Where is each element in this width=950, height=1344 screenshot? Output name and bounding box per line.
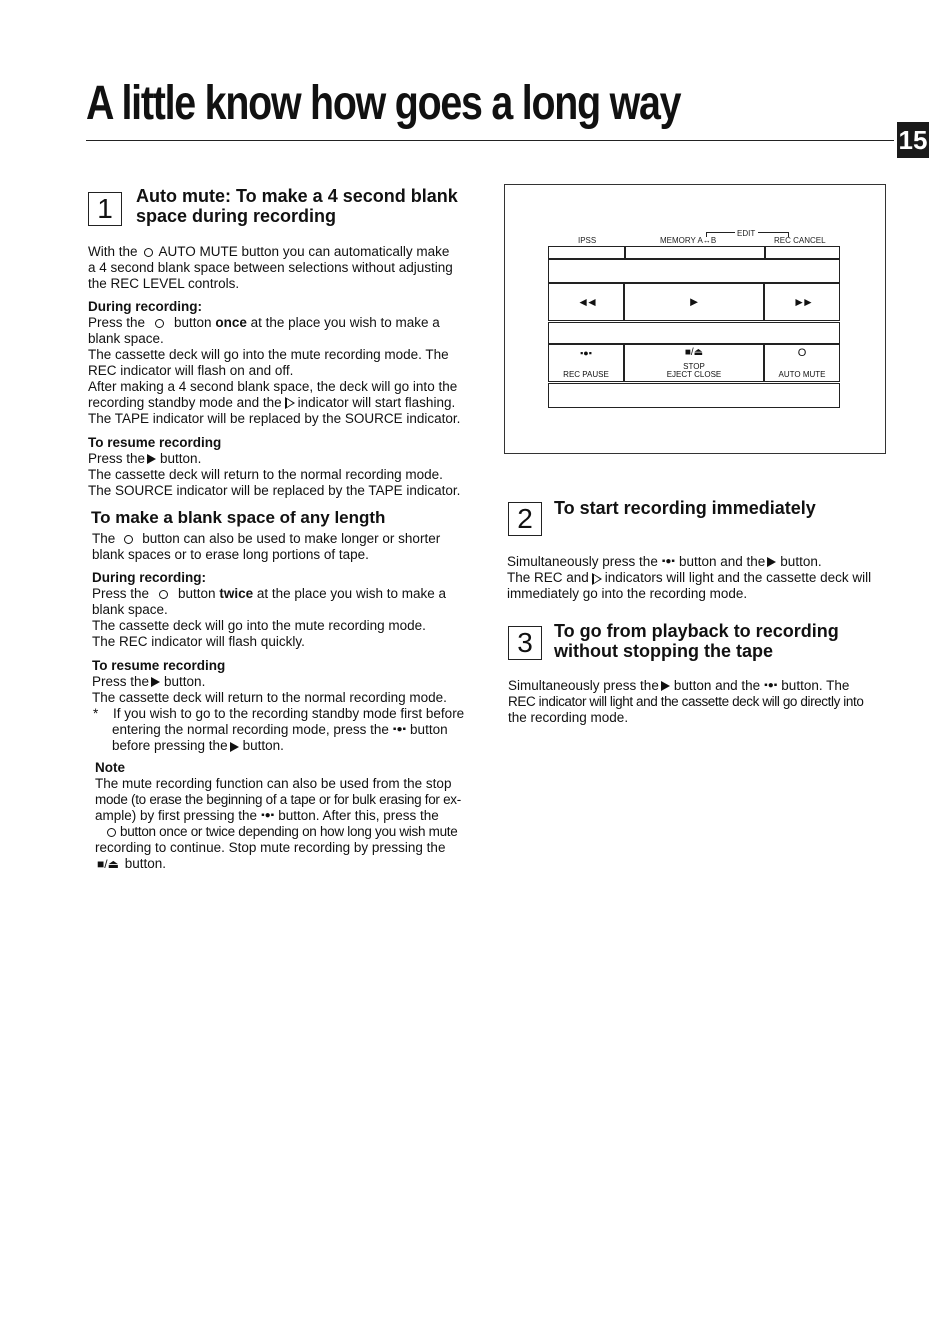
- text: The TAPE indicator will be replaced by the SOURCE indicator.: [88, 411, 461, 426]
- auto-mute-label: AUTO MUTE: [778, 370, 826, 379]
- text: After making a 4 second blank space, the deck will go into the: [88, 379, 458, 394]
- text: immediately go into the recording mode.: [507, 586, 748, 602]
- play-icon: [151, 677, 160, 687]
- subheading: During recording:: [92, 570, 206, 585]
- text: The REC and: [507, 570, 589, 586]
- section-heading: [554, 621, 839, 661]
- ipss-label: IPSS: [578, 236, 597, 245]
- text: button. After this, press the: [278, 808, 439, 823]
- text: button.: [242, 738, 284, 754]
- text: AUTO MUTE button you can automatically make: [158, 244, 450, 259]
- text: The cassette deck will go into the mute recording mode. The: [88, 347, 449, 362]
- rec-pause-icon: ▪●▪: [580, 348, 592, 358]
- section-body: [507, 554, 892, 602]
- auto-mute-button[interactable]: [764, 344, 840, 382]
- text: Press the: [88, 315, 146, 330]
- section-heading: To make a blank space of any length: [91, 508, 386, 527]
- text: Press the: [88, 451, 146, 466]
- text: blank spaces or to erase long portions of tape.: [92, 547, 369, 562]
- text: Press the: [92, 586, 150, 601]
- text: The mute recording function can also be used from the stop: [95, 776, 452, 791]
- heading-line: Auto mute: To make a 4 second blank: [136, 186, 458, 206]
- page-title: A little know how goes a long way: [86, 77, 681, 130]
- play-icon: ►: [687, 294, 701, 309]
- divider: [764, 246, 766, 259]
- fast-forward-button[interactable]: [764, 283, 840, 321]
- text: indicators will light and the cassette deck will: [604, 570, 872, 586]
- section-heading: To start recording immediately: [554, 498, 816, 518]
- text: the recording mode.: [508, 710, 629, 726]
- section-number-box: [508, 626, 542, 660]
- section-body: [88, 244, 483, 499]
- rec-pause-label: REC PAUSE: [563, 370, 609, 379]
- section-number-box: [508, 502, 542, 536]
- title-rule: [86, 140, 894, 141]
- section-heading: [136, 186, 458, 226]
- rec-cancel-label: REC CANCEL: [774, 236, 826, 245]
- heading-line: To go from playback to recording: [554, 621, 839, 641]
- subheading: To resume recording: [92, 658, 226, 673]
- section-number: 1: [97, 193, 113, 224]
- rec-pause-button[interactable]: [548, 344, 624, 382]
- heading-line: without stopping the tape: [554, 641, 773, 661]
- text: Press the: [92, 674, 150, 689]
- text: button: [410, 722, 448, 737]
- text: button: [174, 315, 212, 330]
- play-outline-icon: [592, 573, 602, 585]
- text: REC indicator will flash on and off.: [88, 363, 294, 378]
- auto-mute-icon: [159, 590, 168, 599]
- section-body: [92, 531, 480, 754]
- rewind-button[interactable]: [548, 283, 624, 321]
- text: at the place you wish to make a: [256, 586, 446, 601]
- text: recording standby mode and the: [88, 395, 282, 410]
- text: If you wish to go to the recording standby mode first before: [113, 706, 465, 721]
- text: button and the: [673, 678, 761, 693]
- text: the REC LEVEL controls.: [88, 276, 240, 291]
- text: at the place you wish to make a: [250, 315, 440, 330]
- emphasis: once: [215, 315, 247, 330]
- auto-mute-icon: [155, 319, 164, 328]
- text: mode (to erase the beginning of a tape or for bulk erasing for ex-: [95, 792, 461, 807]
- text: entering the normal recording mode, press the: [112, 722, 389, 737]
- play-button[interactable]: [624, 283, 764, 321]
- text: button once or twice depending on how long you wish mute: [120, 824, 458, 840]
- page-number-badge: 15: [897, 122, 929, 158]
- text: With the: [88, 244, 138, 259]
- panel-blank-row: [548, 322, 840, 344]
- text: button can also be used to make longer or shorter: [142, 531, 441, 546]
- text: a 4 second blank space between selections without adjusting: [88, 260, 453, 275]
- text: The REC indicator will flash quickly.: [92, 634, 305, 649]
- auto-mute-icon: [107, 828, 116, 837]
- text: blank space.: [88, 331, 164, 346]
- top-button-row: [548, 246, 840, 259]
- rec-pause-icon: ▪●▪: [261, 810, 275, 822]
- emphasis: twice: [219, 586, 254, 601]
- text: The cassette deck will return to the normal recording mode.: [88, 467, 443, 482]
- stop-eject-icon: ■/⏏: [684, 347, 704, 358]
- text: button and the: [678, 554, 766, 569]
- play-icon: [147, 454, 156, 464]
- panel-bottom-row: [548, 383, 840, 408]
- auto-mute-icon: O: [797, 347, 807, 359]
- rec-pause-icon: ▪●▪: [392, 724, 407, 736]
- rec-pause-icon: ▪●▪: [764, 680, 778, 692]
- text: indicator will start flashing.: [297, 395, 456, 410]
- rewind-icon: ◄◄: [577, 295, 595, 309]
- play-icon: [661, 681, 670, 691]
- stop-eject-icon: ■/⏏: [97, 857, 119, 872]
- note-heading: Note: [95, 760, 125, 775]
- eject-close-label: EJECT CLOSE: [666, 370, 722, 379]
- note-block: [95, 760, 479, 872]
- section-number: 2: [517, 503, 533, 534]
- rec-pause-icon: ▪●▪: [661, 556, 675, 568]
- section-body: [508, 678, 893, 726]
- text: REC indicator will light and the cassette deck will go directly into: [508, 694, 864, 710]
- section-number-box: [88, 192, 122, 226]
- text: recording to continue. Stop mute recording by pressing the: [95, 840, 446, 856]
- text: The SOURCE indicator will be replaced by the TAPE indicator.: [88, 483, 461, 498]
- auto-mute-icon: [144, 248, 153, 257]
- text: button. The: [781, 678, 850, 693]
- subheading: To resume recording: [88, 435, 222, 450]
- text: Simultaneously press the: [507, 554, 658, 569]
- text: The cassette deck will return to the normal recording mode.: [92, 690, 447, 705]
- bullet: *: [93, 706, 99, 721]
- text: Simultaneously press the: [508, 678, 659, 693]
- auto-mute-icon: [124, 535, 133, 544]
- section-number: 3: [517, 627, 533, 658]
- stop-eject-button[interactable]: [624, 344, 764, 382]
- play-icon: [767, 557, 776, 567]
- play-outline-icon: [285, 397, 295, 409]
- text: before pressing the: [112, 738, 228, 754]
- text: button.: [160, 451, 202, 466]
- text: The cassette deck will go into the mute recording mode.: [92, 618, 426, 633]
- heading-line: space during recording: [136, 206, 337, 226]
- edit-bracket-left: [706, 232, 735, 237]
- memory-label: MEMORY A↔B: [660, 236, 717, 245]
- text: button.: [780, 554, 822, 569]
- text: button.: [124, 856, 166, 872]
- edit-label: EDIT: [737, 229, 756, 238]
- text: The: [92, 531, 116, 546]
- stop-label: STOP: [683, 362, 705, 371]
- text: button.: [164, 674, 206, 689]
- panel-blank-row: [548, 259, 840, 283]
- divider: [624, 246, 626, 259]
- play-icon: [230, 742, 239, 752]
- text: ample) by first pressing the: [95, 808, 258, 823]
- subheading: During recording:: [88, 299, 202, 314]
- text: blank space.: [92, 602, 168, 617]
- text: button: [178, 586, 216, 601]
- fast-forward-icon: ►►: [793, 295, 811, 309]
